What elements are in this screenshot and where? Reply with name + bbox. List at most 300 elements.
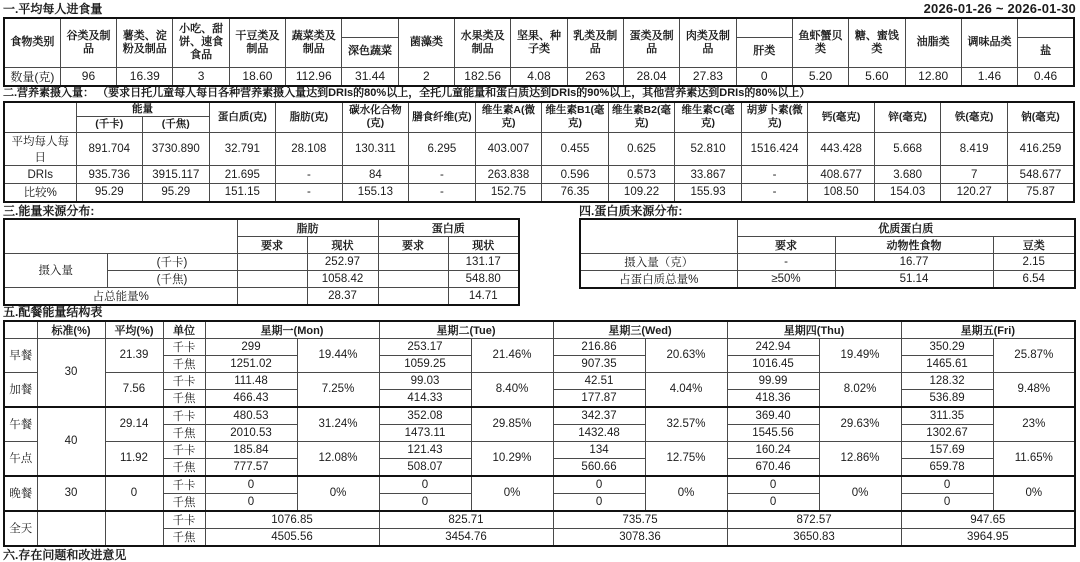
value-cell: 7	[941, 166, 1008, 184]
value-cell: 3730.890	[143, 133, 210, 166]
section3-title: 三.能量来源分布:	[3, 203, 95, 218]
unit-label: 千焦	[163, 389, 205, 407]
pct-cell: 4.04%	[645, 372, 727, 407]
pct-cell: 0%	[993, 476, 1075, 511]
value-cell: 253.17	[379, 338, 471, 355]
value-cell: 99.99	[727, 372, 819, 389]
value-cell: -	[409, 184, 476, 202]
value-cell: 4.08	[511, 67, 567, 86]
value-cell: 151.15	[209, 184, 276, 202]
value-cell: 109.22	[608, 184, 675, 202]
sub-col-header: 动物性食物	[835, 236, 993, 253]
value-cell: 0.46	[1018, 67, 1074, 86]
value-cell: 0	[379, 476, 471, 494]
col-header: 干豆类及制品	[229, 18, 285, 67]
std-cell: 30	[37, 476, 105, 511]
value-cell	[237, 253, 307, 270]
value-cell: 508.07	[379, 458, 471, 476]
value-cell: 120.27	[941, 184, 1008, 202]
value-cell: 369.40	[727, 407, 819, 425]
value-cell: 263	[567, 67, 623, 86]
value-cell: 252.97	[307, 253, 378, 270]
pct-cell: 9.48%	[993, 372, 1075, 407]
pct-cell: 32.57%	[645, 407, 727, 442]
protein-source-section	[579, 205, 1076, 306]
meal-label: 晚餐	[4, 476, 37, 511]
col-header: 维生素B2(毫克)	[608, 102, 675, 133]
value-cell	[237, 270, 307, 287]
value-cell: 52.810	[675, 133, 742, 166]
value-cell: 121.43	[379, 441, 471, 458]
value-cell: 342.37	[553, 407, 645, 425]
value-cell: 1473.11	[379, 424, 471, 441]
value-cell	[378, 270, 448, 287]
col-header: 维生素C(毫克)	[675, 102, 742, 133]
value-cell: 777.57	[205, 458, 297, 476]
value-cell: 0.455	[542, 133, 609, 166]
pct-cell: 20.63%	[645, 338, 727, 372]
pct-cell: 0%	[297, 476, 379, 511]
col-header: 调味品类	[961, 18, 1017, 67]
value-cell: 548.80	[448, 270, 519, 287]
pct-cell: 10.29%	[471, 441, 553, 476]
value-cell: 0	[736, 67, 792, 86]
row-label: 摄入量	[4, 253, 107, 287]
value-cell: 350.29	[901, 338, 993, 355]
value-cell: 2010.53	[205, 424, 297, 441]
row-label: 平均每人每日	[4, 133, 76, 166]
table-row	[4, 476, 1075, 494]
unit-label: 千焦	[163, 424, 205, 441]
avg-cell: 11.92	[105, 441, 163, 476]
table-row	[580, 270, 1075, 288]
value-cell: 1058.42	[307, 270, 378, 287]
unit-label: 千卡	[163, 511, 205, 529]
value-cell: 0	[727, 493, 819, 511]
corner-cell	[580, 219, 737, 254]
col-header: 谷类及制品	[60, 18, 116, 67]
value-cell: 1076.85	[205, 511, 379, 529]
corner-cell	[4, 219, 237, 254]
avg-cell: 21.39	[105, 338, 163, 372]
value-cell: 443.428	[808, 133, 875, 166]
value-cell: 28.37	[307, 287, 378, 305]
pct-cell: 0%	[645, 476, 727, 511]
value-cell: 128.32	[901, 372, 993, 389]
date-range: 2026-01-26 ~ 2026-01-30	[923, 1, 1076, 16]
unit-label: 千卡	[163, 407, 205, 425]
value-cell: 1251.02	[205, 355, 297, 372]
value-cell: 0.573	[608, 166, 675, 184]
table-row	[580, 219, 1075, 237]
unit-label: 千焦	[163, 528, 205, 546]
value-cell: 1.46	[961, 67, 1017, 86]
value-cell: 6.54	[993, 270, 1075, 288]
empty-subheader	[342, 18, 398, 37]
table-row	[4, 67, 1074, 86]
value-cell: 0.596	[542, 166, 609, 184]
group-header: 蛋白质	[378, 219, 519, 237]
section4-title: 四.蛋白质来源分布:	[579, 203, 683, 218]
table-row	[4, 287, 519, 305]
pct-cell: 31.24%	[297, 407, 379, 442]
value-cell: 416.259	[1007, 133, 1074, 166]
section6-title: 六.存在问题和改进意见	[3, 547, 127, 562]
pct-cell: 8.02%	[819, 372, 901, 407]
sub-col-header: 现状	[307, 236, 378, 253]
value-cell: 177.87	[553, 389, 645, 407]
empty-subheader	[1018, 18, 1074, 37]
col-header: 乳类及制品	[567, 18, 623, 67]
value-cell: 0	[727, 476, 819, 494]
pct-cell: 8.40%	[471, 372, 553, 407]
value-cell: 96	[60, 67, 116, 86]
value-cell: -	[737, 253, 835, 270]
sub-col-header: (千焦)	[143, 117, 210, 133]
value-cell: 825.71	[379, 511, 553, 529]
value-cell: 536.89	[901, 389, 993, 407]
table-row	[4, 407, 1075, 425]
value-cell	[378, 287, 448, 305]
pct-cell: 7.25%	[297, 372, 379, 407]
sub-col-header: 要求	[378, 236, 448, 253]
row-label: DRIs	[4, 166, 76, 184]
value-cell: 1016.45	[727, 355, 819, 372]
sub-col-header: 要求	[237, 236, 307, 253]
value-cell	[237, 287, 307, 305]
sub-col-header: 盐	[1018, 37, 1074, 67]
value-cell: 21.695	[209, 166, 276, 184]
table-row	[4, 338, 1075, 355]
meal-label: 加餐	[4, 372, 37, 407]
value-cell: 8.419	[941, 133, 1008, 166]
value-cell: 1545.56	[727, 424, 819, 441]
value-cell: 414.33	[379, 389, 471, 407]
pct-cell: 29.63%	[819, 407, 901, 442]
table-row	[4, 511, 1075, 529]
value-cell: 108.50	[808, 184, 875, 202]
col-header: 小吃、甜饼、速食食品	[173, 18, 229, 67]
meal-label: 全天	[4, 511, 37, 546]
pct-cell: 0%	[471, 476, 553, 511]
col-header: 胡萝卜素(微克)	[741, 102, 808, 133]
value-cell: 3915.117	[143, 166, 210, 184]
value-cell: 0	[205, 476, 297, 494]
value-cell: 157.69	[901, 441, 993, 458]
value-cell: 352.08	[379, 407, 471, 425]
row-label: 占蛋白质总量%	[580, 270, 737, 288]
report-header	[3, 1, 1076, 16]
row-label: 比较%	[4, 184, 76, 202]
value-cell: 891.704	[76, 133, 143, 166]
table-row	[4, 372, 1075, 389]
value-cell: 95.29	[76, 184, 143, 202]
pct-cell: 19.49%	[819, 338, 901, 372]
col-header: 坚果、种子类	[511, 18, 567, 67]
avg-cell: 29.14	[105, 407, 163, 442]
table-row	[580, 253, 1075, 270]
value-cell: 299	[205, 338, 297, 355]
nutrient-table	[3, 101, 1075, 203]
col-header: 糖、蜜饯类	[849, 18, 905, 67]
day-header: 星期一(Mon)	[205, 321, 379, 339]
unit-label: (千焦)	[107, 270, 237, 287]
value-cell: 154.03	[874, 184, 941, 202]
value-cell: 947.65	[901, 511, 1075, 529]
value-cell: 155.13	[342, 184, 409, 202]
intake-table	[3, 17, 1075, 87]
col-header: 铁(毫克)	[941, 102, 1008, 133]
sub-col-header: 要求	[737, 236, 835, 253]
meal-label: 午餐	[4, 407, 37, 442]
value-cell: 3.680	[874, 166, 941, 184]
value-cell: 28.04	[623, 67, 679, 86]
pct-cell: 12.75%	[645, 441, 727, 476]
col-header: 鱼虾蟹贝类	[792, 18, 848, 67]
value-cell: 735.75	[553, 511, 727, 529]
value-cell: 5.20	[792, 67, 848, 86]
value-cell: 76.35	[542, 184, 609, 202]
value-cell: 403.007	[475, 133, 542, 166]
corner-cell	[4, 321, 37, 339]
value-cell: 75.87	[1007, 184, 1074, 202]
pct-cell: 23%	[993, 407, 1075, 442]
energy-source-table	[3, 218, 520, 306]
meal-energy-table	[3, 320, 1076, 547]
group-header: 优质蛋白质	[737, 219, 1075, 237]
value-cell: 14.71	[448, 287, 519, 305]
avg-header: 平均(%)	[105, 321, 163, 339]
value-cell: 3078.36	[553, 528, 727, 546]
row-label: 数量(克)	[4, 67, 60, 86]
source-distribution-row	[3, 205, 1076, 306]
value-cell: 6.295	[409, 133, 476, 166]
value-cell: 935.736	[76, 166, 143, 184]
col-header: 膳食纤维(克)	[409, 102, 476, 133]
value-cell: 28.108	[276, 133, 343, 166]
table-row	[4, 166, 1074, 184]
energy-source-section	[3, 205, 523, 306]
col-header: 钠(毫克)	[1007, 102, 1074, 133]
table-row	[4, 441, 1075, 458]
pct-cell: 19.44%	[297, 338, 379, 372]
col-header: 水果类及制品	[455, 18, 511, 67]
value-cell: -	[741, 184, 808, 202]
row-label: 占总能量%	[4, 287, 237, 305]
value-cell: 5.60	[849, 67, 905, 86]
value-cell: 3964.95	[901, 528, 1075, 546]
pct-cell: 0%	[819, 476, 901, 511]
value-cell	[378, 253, 448, 270]
col-header: 蔬菜类及制品	[286, 18, 342, 67]
value-cell: 152.75	[475, 184, 542, 202]
value-cell: 0	[379, 493, 471, 511]
table-row	[4, 133, 1074, 166]
value-cell: 1432.48	[553, 424, 645, 441]
value-cell: 0	[205, 493, 297, 511]
value-cell: 0	[901, 476, 993, 494]
value-cell: 659.78	[901, 458, 993, 476]
col-header: 薯类、淀粉及制品	[117, 18, 173, 67]
value-cell: 670.46	[727, 458, 819, 476]
col-header: 脂肪(克)	[276, 102, 343, 133]
col-header: 蛋白质(克)	[209, 102, 276, 133]
value-cell: 27.83	[680, 67, 736, 86]
section5-title: 五.配餐能量结构表	[3, 304, 103, 319]
row-label: 摄入量（克）	[580, 253, 737, 270]
pct-cell: 25.87%	[993, 338, 1075, 372]
unit-label: 千焦	[163, 355, 205, 372]
col-header: 锌(毫克)	[874, 102, 941, 133]
day-header: 星期五(Fri)	[901, 321, 1075, 339]
section1-title: 一.平均每人进食量	[3, 2, 103, 16]
empty-subheader	[736, 18, 792, 37]
col-header: 蛋类及制品	[623, 18, 679, 67]
energy-group-header: 能量	[76, 102, 209, 117]
meal-label: 早餐	[4, 338, 37, 372]
unit-label: 千卡	[163, 441, 205, 458]
table-row	[4, 321, 1075, 339]
table-row	[4, 184, 1074, 202]
avg-cell	[105, 511, 163, 546]
value-cell: 263.838	[475, 166, 542, 184]
sub-col-header: 深色蔬菜	[342, 37, 398, 67]
unit-label: 千卡	[163, 338, 205, 355]
day-header: 星期三(Wed)	[553, 321, 727, 339]
value-cell: 0	[553, 493, 645, 511]
unit-label: 千卡	[163, 372, 205, 389]
value-cell: 0	[901, 493, 993, 511]
value-cell: 3650.83	[727, 528, 901, 546]
value-cell: 0	[553, 476, 645, 494]
value-cell: 872.57	[727, 511, 901, 529]
value-cell: 32.791	[209, 133, 276, 166]
value-cell: 112.96	[286, 67, 342, 86]
value-cell: 155.93	[675, 184, 742, 202]
col-header: 肉类及制品	[680, 18, 736, 67]
value-cell: 131.17	[448, 253, 519, 270]
sub-col-header: 豆类	[993, 236, 1075, 253]
value-cell: -	[276, 166, 343, 184]
avg-cell: 7.56	[105, 372, 163, 407]
value-cell: 51.14	[835, 270, 993, 288]
value-cell: 418.36	[727, 389, 819, 407]
col-header: 维生素A(微克)	[475, 102, 542, 133]
col-header: 菌藻类	[398, 18, 454, 67]
value-cell: 160.24	[727, 441, 819, 458]
section2-title: 二.营养素摄入量： （要求日托儿童每人每日各种营养素摄入量达到DRIs的80%以上，全托儿童能量和蛋白质达到DRIs的90%以上，其他营养素达到DRIs的80%以上）	[3, 86, 811, 99]
sub-col-header: 肝类	[736, 37, 792, 67]
value-cell: 466.43	[205, 389, 297, 407]
avg-cell: 0	[105, 476, 163, 511]
value-cell: 42.51	[553, 372, 645, 389]
value-cell: 18.60	[229, 67, 285, 86]
value-cell: 480.53	[205, 407, 297, 425]
value-cell: 2	[398, 67, 454, 86]
value-cell: 907.35	[553, 355, 645, 372]
value-cell: 16.77	[835, 253, 993, 270]
unit-header: 单位	[163, 321, 205, 339]
unit-label: 千焦	[163, 493, 205, 511]
std-cell	[37, 511, 105, 546]
corner-cell	[4, 102, 76, 133]
sub-col-header: 现状	[448, 236, 519, 253]
pct-cell: 12.86%	[819, 441, 901, 476]
value-cell: 31.44	[342, 67, 398, 86]
unit-label: 千卡	[163, 476, 205, 494]
value-cell: 12.80	[905, 67, 961, 86]
value-cell: 182.56	[455, 67, 511, 86]
value-cell: 95.29	[143, 184, 210, 202]
protein-source-table	[579, 218, 1076, 289]
table-row	[4, 102, 1074, 117]
pct-cell: 12.08%	[297, 441, 379, 476]
value-cell: 5.668	[874, 133, 941, 166]
meal-label: 午点	[4, 441, 37, 476]
value-cell: 33.867	[675, 166, 742, 184]
pct-cell: 11.65%	[993, 441, 1075, 476]
value-cell: 1516.424	[741, 133, 808, 166]
value-cell: 99.03	[379, 372, 471, 389]
std-cell: 30	[37, 338, 105, 407]
value-cell: 242.94	[727, 338, 819, 355]
day-header: 星期四(Thu)	[727, 321, 901, 339]
value-cell: -	[741, 166, 808, 184]
value-cell: 548.677	[1007, 166, 1074, 184]
value-cell: 408.677	[808, 166, 875, 184]
std-header: 标准(%)	[37, 321, 105, 339]
unit-label: (千卡)	[107, 253, 237, 270]
col-header: 食物类别	[4, 18, 60, 67]
unit-label: 千焦	[163, 458, 205, 476]
value-cell: 1059.25	[379, 355, 471, 372]
pct-cell: 21.46%	[471, 338, 553, 372]
std-cell: 40	[37, 407, 105, 476]
value-cell: -	[276, 184, 343, 202]
col-header: 维生素B1(毫克)	[542, 102, 609, 133]
value-cell: 84	[342, 166, 409, 184]
value-cell: 2.15	[993, 253, 1075, 270]
value-cell: 1302.67	[901, 424, 993, 441]
value-cell: -	[409, 166, 476, 184]
col-header: 油脂类	[905, 18, 961, 67]
value-cell: 3	[173, 67, 229, 86]
table-row	[4, 253, 519, 270]
group-header: 脂肪	[237, 219, 378, 237]
pct-cell: 29.85%	[471, 407, 553, 442]
value-cell: 134	[553, 441, 645, 458]
value-cell: 111.48	[205, 372, 297, 389]
value-cell: 3454.76	[379, 528, 553, 546]
col-header: 碳水化合物(克)	[342, 102, 409, 133]
day-header: 星期二(Tue)	[379, 321, 553, 339]
value-cell: 311.35	[901, 407, 993, 425]
value-cell: 1465.61	[901, 355, 993, 372]
value-cell: 130.311	[342, 133, 409, 166]
value-cell: 560.66	[553, 458, 645, 476]
value-cell: 185.84	[205, 441, 297, 458]
value-cell: 0.625	[608, 133, 675, 166]
value-cell: 216.86	[553, 338, 645, 355]
value-cell: 16.39	[117, 67, 173, 86]
col-header: 钙(毫克)	[808, 102, 875, 133]
value-cell: ≥50%	[737, 270, 835, 288]
sub-col-header: (千卡)	[76, 117, 143, 133]
table-row	[4, 219, 519, 237]
table-row	[4, 18, 1074, 37]
table-row	[4, 528, 1075, 546]
value-cell: 4505.56	[205, 528, 379, 546]
